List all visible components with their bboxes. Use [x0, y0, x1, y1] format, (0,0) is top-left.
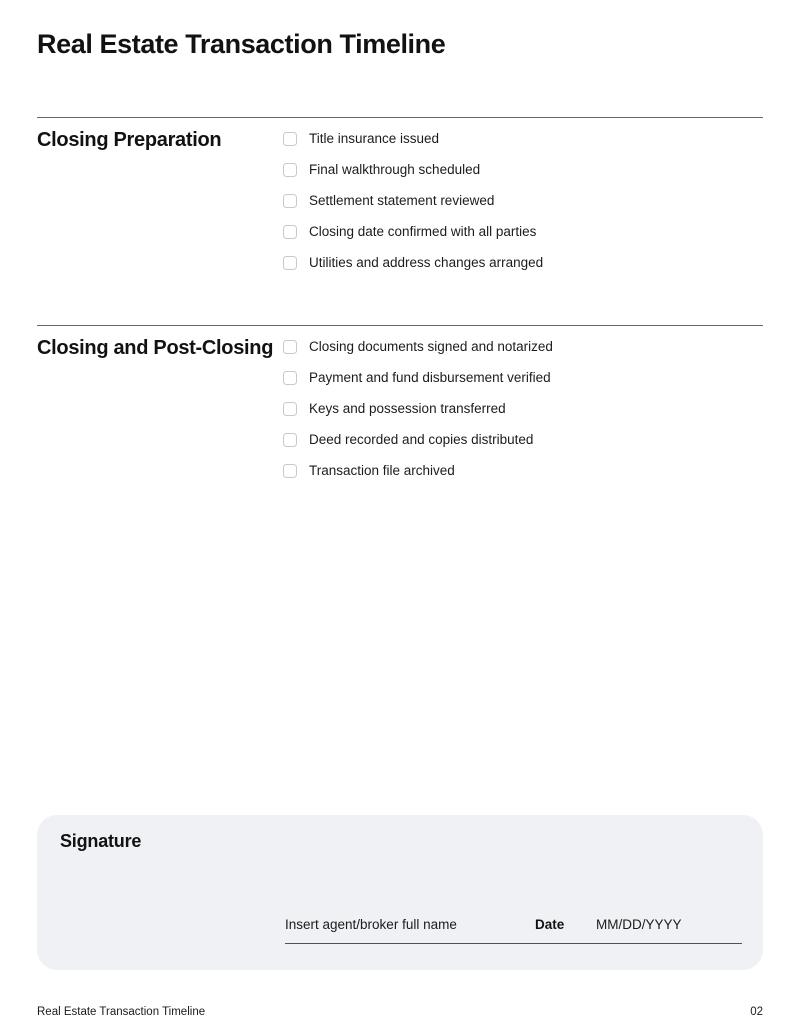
checklist-item-label: Closing date confirmed with all parties: [309, 224, 537, 239]
checkbox[interactable]: [283, 132, 297, 146]
signature-date-label: Date: [535, 917, 565, 932]
footer-document-title: Real Estate Transaction Timeline: [37, 1006, 206, 1018]
checkbox[interactable]: [283, 433, 297, 447]
checkbox[interactable]: [283, 194, 297, 208]
section-closing-preparation: [37, 117, 763, 271]
checklist-item: [283, 431, 553, 448]
signature-panel: [37, 815, 763, 970]
checkbox[interactable]: [283, 340, 297, 354]
checkbox[interactable]: [283, 256, 297, 270]
page-footer: [37, 1006, 763, 1018]
footer-page-number: 02: [750, 1006, 763, 1018]
checklist-item-label: Utilities and address changes arranged: [309, 255, 544, 270]
checklist-item-label: Closing documents signed and notarized: [309, 339, 553, 354]
checklist-item-label: Payment and fund disbursement verified: [309, 370, 551, 385]
checklist-item: [283, 130, 543, 147]
checkbox[interactable]: [283, 402, 297, 416]
checklist-item: [283, 161, 543, 178]
checklist-item: [283, 369, 553, 386]
checklist-item-label: Settlement statement reviewed: [309, 193, 495, 208]
checklist: [283, 118, 543, 271]
checklist: [283, 326, 553, 479]
checkbox[interactable]: [283, 225, 297, 239]
checklist-item: [283, 192, 543, 209]
signature-name-field[interactable]: Insert agent/broker full name: [285, 917, 457, 932]
signature-heading: Signature: [60, 831, 142, 851]
checkbox[interactable]: [283, 371, 297, 385]
checklist-item-label: Keys and possession transferred: [309, 401, 506, 416]
section-heading: Closing Preparation: [37, 129, 222, 151]
checklist-item: [283, 254, 543, 271]
section-closing-and-post-closing: [37, 325, 763, 479]
checkbox[interactable]: [283, 464, 297, 478]
checklist-item: [283, 338, 553, 355]
checklist-item-label: Final walkthrough scheduled: [309, 162, 481, 177]
signature-date-field[interactable]: MM/DD/YYYY: [596, 917, 682, 932]
checklist-item: [283, 223, 543, 240]
checklist-item: [283, 400, 553, 417]
section-heading: Closing and Post-Closing: [37, 337, 274, 359]
signature-line: [285, 917, 742, 944]
checklist-item-label: Title insurance issued: [309, 131, 440, 146]
checklist-item-label: Deed recorded and copies distributed: [309, 432, 534, 447]
checklist-item-label: Transaction file archived: [309, 463, 455, 478]
checklist-item: [283, 462, 553, 479]
page-title: Real Estate Transaction Timeline: [37, 29, 446, 59]
checkbox[interactable]: [283, 163, 297, 177]
